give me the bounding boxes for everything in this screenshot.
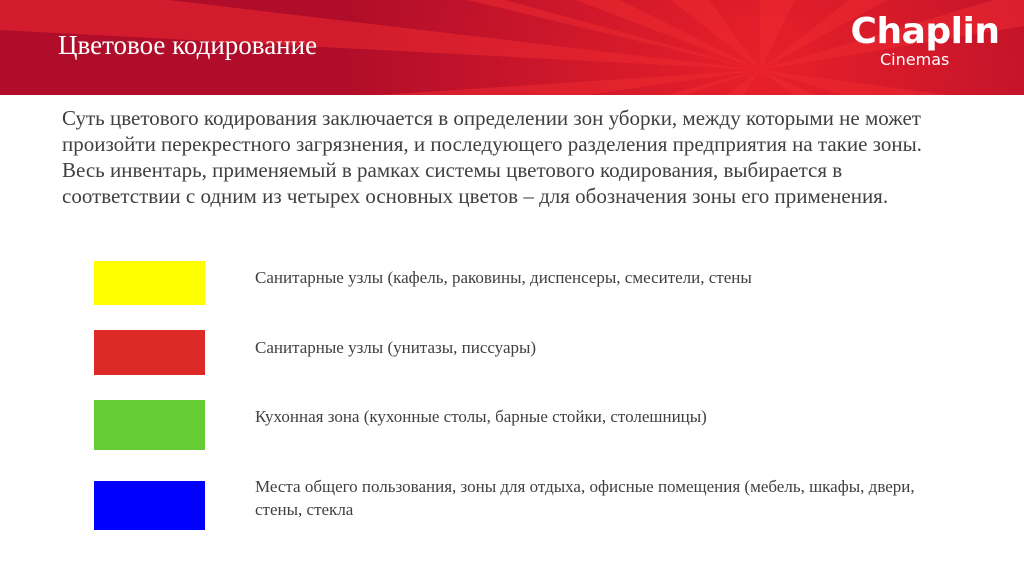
green-swatch (94, 400, 205, 450)
legend-label-blue: Места общего пользования, зоны для отдыха, офисные помещения (мебель, шкафы, двери, стены, стекла (255, 477, 915, 519)
yellow-swatch (94, 261, 205, 305)
logo-subtitle: Cinemas (880, 50, 950, 69)
header-banner (0, 0, 1024, 95)
intro-paragraph: Суть цветового кодирования заключается в определении зон уборки, между которыми не может произойти перекрестного загрязнения, и последующего разделения предприятия на такие зоны. Весь инвентарь, применяемый в рамках системы цветового кодирования, выбирается в соответствии с одним из четырех основных цветов – для обозначения зоны его применения. (62, 106, 922, 208)
red-swatch (94, 330, 205, 375)
slide-title: Цветовое кодирование (58, 30, 318, 60)
legend-label-green: Кухонная зона (кухонные столы, барные стойки, столешницы) (255, 407, 707, 426)
logo-wordmark: Chaplin (850, 11, 1000, 52)
chaplin-cinemas-logo (840, 12, 1010, 68)
legend-label-red: Санитарные узлы (унитазы, писсуары) (255, 338, 537, 357)
blue-swatch (94, 481, 205, 530)
legend-label-yellow: Санитарные узлы (кафель, раковины, диспенсеры, смесители, стены (255, 268, 752, 287)
